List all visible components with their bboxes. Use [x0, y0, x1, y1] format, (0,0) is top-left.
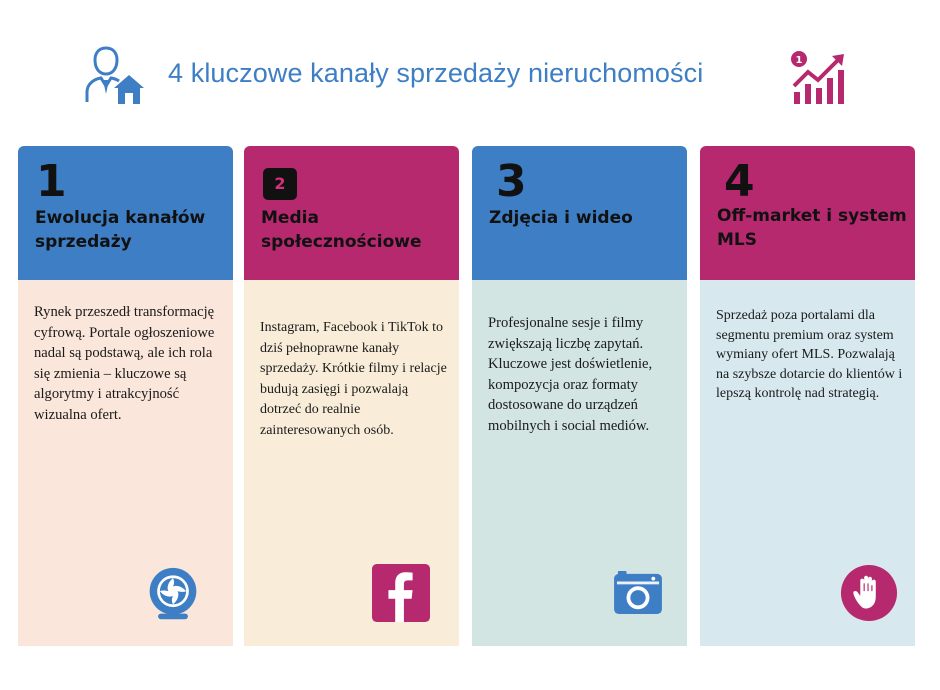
page-title: 4 kluczowe kanały sprzedaży nieruchomości — [168, 58, 704, 88]
card-3 — [472, 146, 687, 646]
card-body — [472, 280, 687, 646]
card-body — [18, 280, 233, 646]
card-body — [700, 280, 915, 646]
card-heading: Off-market i system MLS — [717, 206, 907, 250]
card-header — [18, 146, 233, 280]
header — [0, 40, 940, 110]
card-heading: Ewolucja kanałów sprzedaży — [35, 208, 206, 252]
card-text: Instagram, Facebook i TikTok to dziś pełnoprawne kanały sprzedaży. Krótkie filmy i relacje budują zasięgi i pozwalają dotrzeć do realnie zainteresowanych osób. — [260, 320, 447, 438]
card-4 — [700, 146, 915, 646]
webcam-icon — [145, 566, 201, 622]
card-heading: Zdjęcia i wideo — [489, 208, 633, 228]
card-text: Profesjonalne sesje i filmy zwiększają liczbę zapytań. Kluczowe jest doświetlenie, kompozycja oraz formaty dostosowane do urządzeń mobilnych i social mediów. — [488, 315, 653, 434]
growth-badge-number: 1 — [795, 55, 803, 66]
card-number: 3 — [496, 156, 527, 207]
card-text: Rynek przeszedł transformację cyfrową. Portale ogłoszeniowe nadal są podstawą, ale ich rola się zmienia – kluczowe są algorytmy i atrakcyjność wizualna ofert. — [34, 304, 215, 423]
card-1 — [18, 146, 233, 646]
card-body — [244, 280, 459, 646]
card-header — [700, 146, 915, 280]
card-number: 4 — [724, 156, 755, 207]
hand-stop-icon — [840, 564, 898, 622]
card-heading: Media społecznościowe — [261, 208, 422, 252]
growth-chart-icon — [788, 48, 850, 106]
card-number: 2 — [263, 168, 297, 200]
card-header — [472, 146, 687, 280]
realtor-house-icon — [84, 44, 146, 106]
camera-icon — [614, 570, 662, 614]
facebook-icon — [372, 564, 430, 622]
card-number: 1 — [36, 156, 67, 207]
card-2 — [244, 146, 459, 646]
card-text: Sprzedaż poza portalami dla segmentu premium oraz system wymiany ofert MLS. Pozwalają na szybsze dotarcie do klientów i lepszą kontrolę nad strategią. — [716, 308, 903, 401]
card-header — [244, 146, 459, 280]
